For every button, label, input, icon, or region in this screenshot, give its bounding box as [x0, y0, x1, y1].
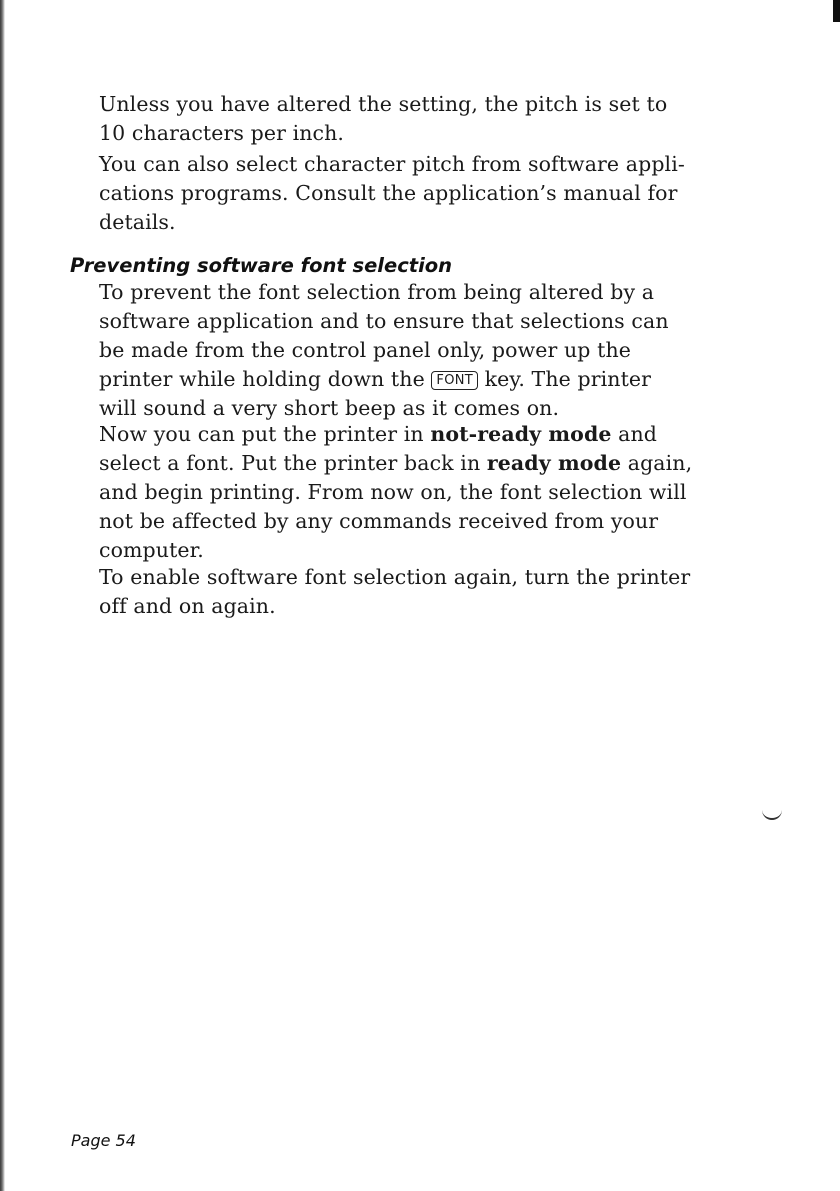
- text-line: software application and to ensure that selections can: [99, 309, 669, 333]
- text-line: To enable software font selection again, turn the printer: [99, 565, 691, 589]
- scan-binding-edge: [0, 0, 5, 1191]
- text-run: and: [611, 422, 658, 446]
- text-run: key. The printer: [478, 367, 652, 391]
- term-ready-mode: ready mode: [486, 451, 622, 475]
- text-line: not be affected by any commands received from your: [99, 509, 659, 533]
- scan-corner-mark: [833, 0, 840, 22]
- text-line: be made from the control panel only, power up the: [99, 338, 631, 362]
- text-line: [99, 365, 739, 394]
- paragraph-enable-software-font: [99, 563, 739, 621]
- page-number: Page 54: [71, 1131, 136, 1150]
- text-line: You can also select character pitch from software appli-: [99, 152, 685, 176]
- font-key-symbol: FONT: [431, 371, 478, 390]
- text-line: and begin printing. From now on, the font selection will: [99, 480, 687, 504]
- paragraph-software-pitch: [99, 150, 739, 237]
- scan-stray-mark: [762, 810, 782, 820]
- text-run: printer while holding down the: [99, 367, 432, 391]
- text-line: To prevent the font selection from being altered by a: [99, 280, 655, 304]
- text-line: will sound a very short beep as it comes on.: [99, 396, 560, 420]
- term-not-ready-mode: not-ready mode: [430, 422, 612, 446]
- text-line: 10 characters per inch.: [99, 121, 345, 145]
- text-line: Unless you have altered the setting, the pitch is set to: [99, 92, 668, 116]
- paragraph-pitch-default: [99, 90, 739, 148]
- paragraph-not-ready-mode: [99, 420, 739, 565]
- text-line: [99, 449, 739, 478]
- text-run: select a font. Put the printer back in: [99, 451, 487, 475]
- text-run: again,: [621, 451, 693, 475]
- text-line: off and on again.: [99, 594, 276, 618]
- text-line: cations programs. Consult the application’s manual for: [99, 181, 678, 205]
- text-run: Now you can put the printer in: [99, 422, 431, 446]
- text-line: computer.: [99, 538, 204, 562]
- section-heading: Preventing software font selection: [70, 254, 453, 277]
- text-line: details.: [99, 210, 176, 234]
- paragraph-prevent-font-selection: [99, 278, 739, 423]
- text-line: [99, 420, 739, 449]
